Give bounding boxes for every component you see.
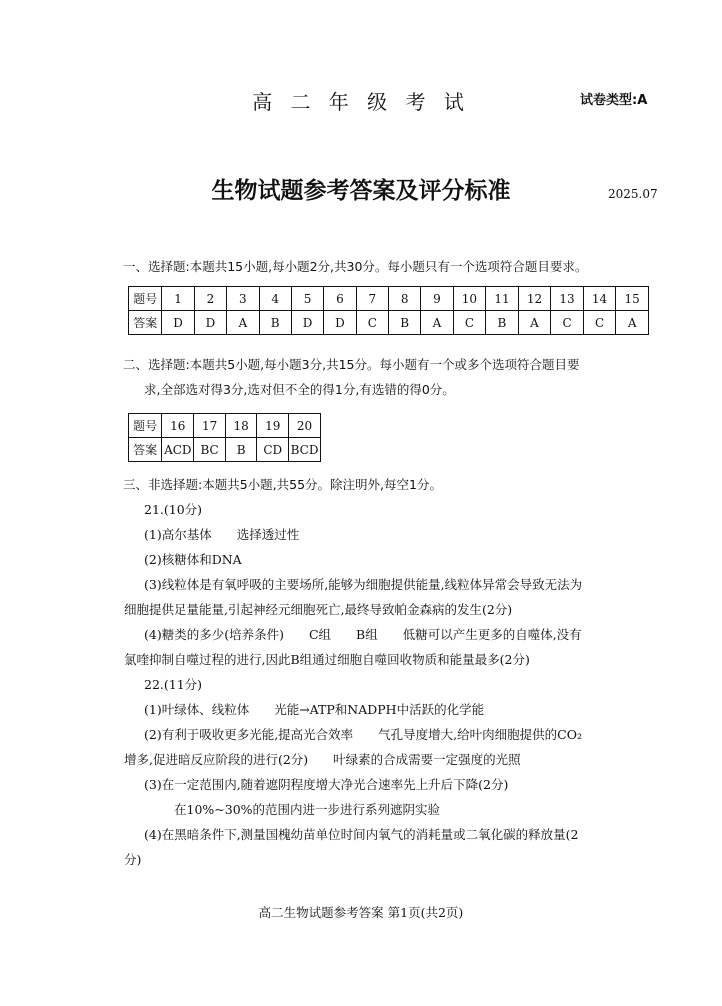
answer-cell: D [291,311,323,335]
answer-cell: B [259,311,291,335]
q21-part4-line2: 氯喹抑制自噬过程的进行,因此B组通过细胞自噬回收物质和能量最多(2分) [124,652,530,667]
row-label-answer: 答案 [129,438,162,462]
section3-heading: 三、非选择题:本题共5小题,共55分。除注明外,每空1分。 [123,477,442,492]
answer-cell: D [324,311,356,335]
answer-cell: CD [257,438,289,462]
exam-title: 高 二 年 级 考 试 [252,90,470,114]
answer-cell: C [453,311,486,335]
question-number-cell: 9 [421,287,453,311]
q22-part1: (1)叶绿体、线粒体 光能→ATP和NADPH中活跃的化学能 [144,702,485,717]
q22-part4-line1: (4)在黑暗条件下,测量国槐幼苗单位时间内氧气的消耗量或二氧化碳的释放量(2 [144,827,579,842]
question-number-cell: 1 [162,287,194,311]
q22-part2-line2: 增多,促进暗反应阶段的进行(2分) 叶绿素的合成需要一定强度的光照 [124,752,521,767]
answer-cell: D [162,311,194,335]
question-number-cell: 2 [194,287,226,311]
section2-heading-line1: 二、选择题:本题共5小题,每小题3分,共15分。每小题有一个或多个选项符合题目要 [123,357,580,372]
question-number-cell: 19 [257,414,289,438]
page-title: 生物试题参考答案及评分标准 [211,178,511,204]
question-number-cell: 4 [259,287,291,311]
question-number-cell: 13 [551,287,584,311]
q22-part2-line1: (2)有利于吸收更多光能,提高光合效率 气孔导度增大,给叶肉细胞提供的CO₂ [144,727,582,742]
row-label-number: 题号 [129,287,162,311]
q22-heading: 22.(11分) [144,677,203,692]
section2-heading-line2: 求,全部选对得3分,选对但不全的得1分,有选错的得0分。 [144,382,455,397]
answer-cell: A [616,311,649,335]
question-number-cell: 10 [453,287,486,311]
answer-cell: D [194,311,226,335]
question-number-cell: 18 [225,414,257,438]
question-number-cell: 8 [388,287,420,311]
question-number-cell: 16 [162,414,194,438]
question-number-cell: 14 [583,287,616,311]
answer-cell: B [225,438,257,462]
answer-cell: B [486,311,519,335]
q21-heading: 21.(10分) [144,502,203,517]
question-number-cell: 20 [289,414,321,438]
answer-cell: ACD [162,438,194,462]
q22-part3-line1: (3)在一定范围内,随着遮阴程度增大净光合速率先上升后下降(2分) [144,777,509,792]
answer-cell: BC [194,438,226,462]
answer-table-2 [128,413,321,462]
answer-cell: C [551,311,584,335]
question-number-cell: 5 [291,287,323,311]
section1-heading: 一、选择题:本题共15小题,每小题2分,共30分。每小题只有一个选项符合题目要求。 [123,259,588,274]
paper-type-label: 试卷类型:A [580,93,648,108]
answer-cell: A [227,311,259,335]
page-footer: 高二生物试题参考答案 第1页(共2页) [258,905,464,920]
q21-part1: (1)高尔基体 选择透过性 [144,527,300,542]
q21-part4-line1: (4)糖类的多少(培养条件) C组 B组 低糖可以产生更多的自噬体,没有 [144,627,582,642]
q21-part2: (2)核糖体和DNA [144,552,242,567]
question-number-cell: 15 [616,287,649,311]
answer-cell: B [388,311,420,335]
answer-cell: C [583,311,616,335]
question-number-cell: 3 [227,287,259,311]
answer-cell: A [421,311,453,335]
q21-part3-line2: 细胞提供足量能量,引起神经元细胞死亡,最终导致帕金森病的发生(2分) [124,602,513,617]
answer-table-1 [128,286,649,335]
question-number-cell: 12 [518,287,551,311]
q22-part3-line2: 在10%~30%的范围内进一步进行系列遮阴实验 [174,802,441,817]
row-label-answer: 答案 [129,311,162,335]
date-label: 2025.07 [608,187,658,201]
question-number-cell: 17 [194,414,226,438]
question-number-cell: 11 [486,287,519,311]
question-number-cell: 6 [324,287,356,311]
answer-cell: C [356,311,388,335]
row-label-number: 题号 [129,414,162,438]
q21-part3-line1: (3)线粒体是有氧呼吸的主要场所,能够为细胞提供能量,线粒体异常会导致无法为 [144,577,583,592]
answer-cell: BCD [289,438,321,462]
answer-cell: A [518,311,551,335]
q22-part4-line2: 分) [124,852,142,867]
question-number-cell: 7 [356,287,388,311]
